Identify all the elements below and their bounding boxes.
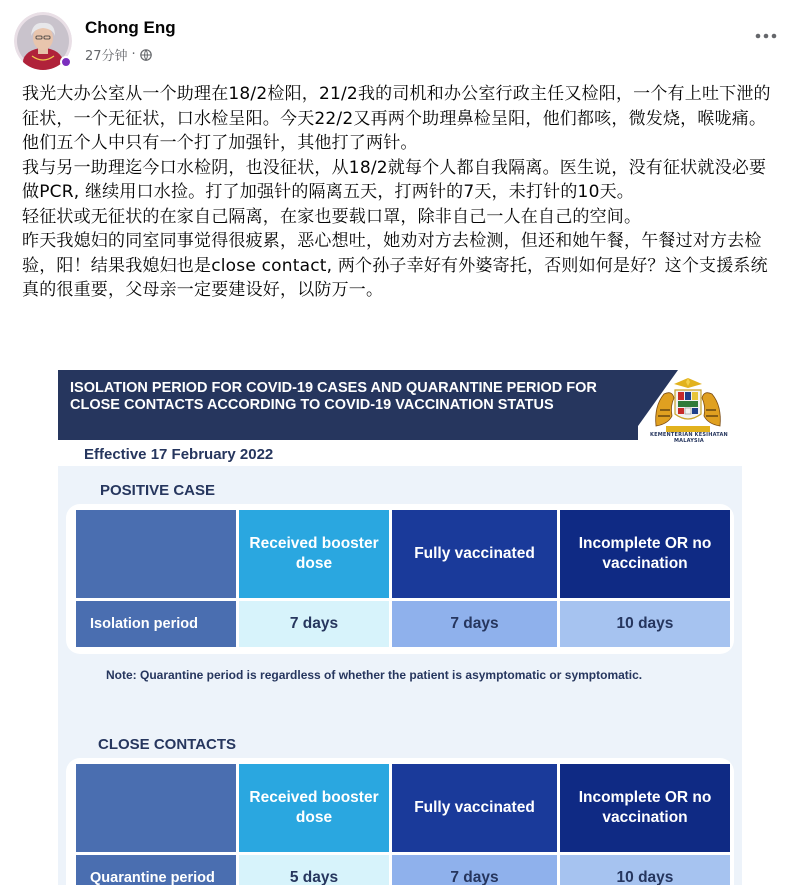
- avatar-badge: [60, 56, 72, 68]
- close-contacts-table: [76, 764, 726, 885]
- post-time[interactable]: 27分钟: [85, 49, 128, 64]
- value-fully-vaccinated: 7 days: [392, 855, 557, 885]
- header-fully-vaccinated: Fully vaccinated: [392, 510, 557, 598]
- post-header: [14, 12, 786, 72]
- row-label-isolation: Isolation period: [76, 601, 236, 647]
- meta-separator: ·: [131, 47, 136, 62]
- header-incomplete: Incomplete OR no vaccination: [560, 764, 730, 852]
- header-booster: Received booster dose: [239, 764, 389, 852]
- value-booster: 7 days: [239, 601, 389, 647]
- infographic-title: ISOLATION PERIOD FOR COVID-19 CASES AND QUARANTINE PERIOD FOR CLOSE CONTACTS ACCORDING TO COVID-19 VACCINATION STATUS: [70, 380, 597, 413]
- globe-icon: [140, 49, 152, 61]
- header-incomplete: Incomplete OR no vaccination: [560, 510, 730, 598]
- post-meta: [85, 45, 152, 64]
- value-incomplete: 10 days: [560, 601, 730, 647]
- author-name[interactable]: Chong Eng: [85, 18, 176, 37]
- row-label-quarantine: Quarantine period: [76, 855, 236, 885]
- positive-case-table: [76, 510, 726, 647]
- quarantine-note: Note: Quarantine period is regardless of whether the patient is asymptomatic or symptomatic.: [106, 668, 643, 682]
- more-horizontal-icon: [755, 33, 777, 39]
- infographic-body: [58, 466, 742, 885]
- value-booster: 5 days: [239, 855, 389, 885]
- header-fully-vaccinated: Fully vaccinated: [392, 764, 557, 852]
- crest-caption: KEMENTERIAN KESIHATAN MALAYSIA: [650, 432, 728, 444]
- table-corner: [76, 764, 236, 852]
- post-image[interactable]: [58, 370, 742, 885]
- positive-case-label: POSITIVE CASE: [100, 482, 216, 499]
- close-contacts-label: CLOSE CONTACTS: [98, 736, 237, 753]
- effective-date: Effective 17 February 2022: [84, 446, 274, 463]
- post-text: 我光大办公室从一个助理在18/2检阳，21/2我的司机和办公室行政主任又检阳，一个有上吐下泄的征状，一个无征状，口水检呈阳。今天22/2又再两个助理鼻检呈阳，他们都咳，微发烧，喉咙痛。他们五个人中只有一个打了加强针，其他打了两针。 我与另一助理迄今口水检阴，也没征状，从18/2就每个人都自我隔离。医生说，没有征状就没必要做PCR, 继续用口水捡。打了加强针的隔离五天，打两针的7天，未打针的10天。 轻征状或无征状的在家自己隔离，在家也要载口罩，除非自己一人在自己的空间。 昨天我媳妇的同室同事觉得很疲累，恶心想吐，她劝对方去检测，但还和她午餐，午餐过对方去检验，阳！结果我媳妇也是close contact, 两个孙子幸好有外婆寄托，否则如何是好？这个支援系统真的很重要，父母亲一定要建设好，以防万一。: [22, 84, 771, 300]
- table-corner: [76, 510, 236, 598]
- more-options-button[interactable]: [750, 20, 782, 52]
- value-fully-vaccinated: 7 days: [392, 601, 557, 647]
- value-incomplete: 10 days: [560, 855, 730, 885]
- header-booster: Received booster dose: [239, 510, 389, 598]
- malaysia-crest-icon: [648, 376, 728, 436]
